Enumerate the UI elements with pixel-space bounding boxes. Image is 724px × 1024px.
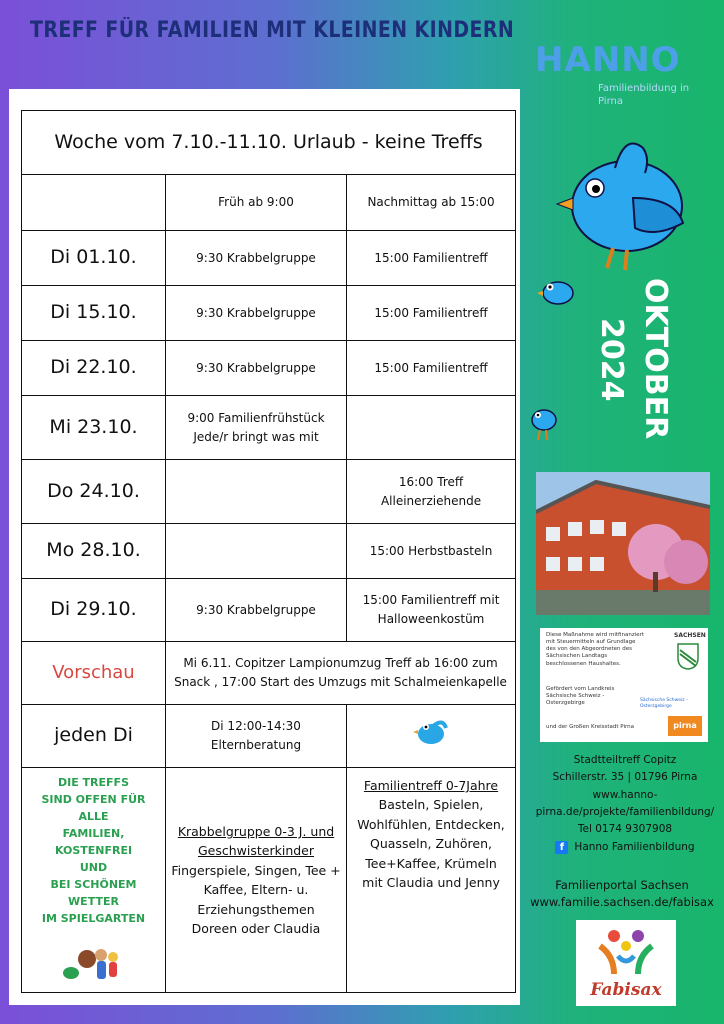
weekly-label: jeden Di bbox=[22, 705, 166, 768]
info-note-line: FAMILIEN, KOSTENFREI bbox=[54, 827, 133, 858]
address-line: Schillerstr. 35 | 01796 Pirna bbox=[552, 771, 698, 784]
morning-event-line: 9:00 Familienfrühstück bbox=[187, 410, 325, 425]
pirna-logo: pirna bbox=[668, 716, 702, 736]
hanno-logo-subtitle: Familienbildung in Pirna bbox=[598, 83, 690, 107]
funding-text: Sächsische Schweiz - bbox=[546, 693, 605, 700]
empty-header-cell bbox=[22, 175, 166, 231]
familientreff-line: Wohlfühlen, Entdecken, bbox=[357, 816, 505, 832]
month-label bbox=[583, 278, 673, 438]
afternoon-event-line: Alleinerziehende bbox=[380, 493, 482, 508]
small-bird-icon bbox=[528, 402, 560, 442]
afternoon-event: 15:00 Familientreff bbox=[347, 231, 516, 286]
preview-text bbox=[166, 642, 516, 705]
familientreff-title: Familientreff 0-7Jahre bbox=[363, 778, 499, 793]
funding-text: des von den Abgeordneten des bbox=[546, 646, 632, 653]
krabbelgruppe-line: Fingerspiele, Singen, Tee + bbox=[171, 862, 341, 878]
weekly-text-line: Elternberatung bbox=[210, 738, 302, 752]
month-name: OKTOBER bbox=[638, 278, 673, 440]
morning-event: 9:30 Krabbelgruppe bbox=[166, 341, 347, 396]
afternoon-event: 15:00 Familientreff bbox=[347, 286, 516, 341]
weekly-text bbox=[166, 705, 347, 768]
column-header-afternoon: Nachmittag ab 15:00 bbox=[347, 175, 516, 231]
address-line: www.hanno- bbox=[592, 788, 658, 801]
afternoon-event-line: Halloweenkostüm bbox=[377, 612, 485, 626]
day-cell: Mo 28.10. bbox=[22, 524, 166, 579]
krabbelgruppe-line: Doreen oder Claudia bbox=[191, 920, 321, 936]
funding-text: Gefördert vom Landkreis bbox=[546, 686, 615, 692]
schedule-table bbox=[21, 110, 516, 993]
familientreff-line: mit Claudia und Jenny bbox=[362, 874, 500, 890]
afternoon-event: 15:00 Herbstbasteln bbox=[347, 524, 516, 579]
afternoon-event bbox=[347, 579, 516, 642]
address-line: Stadtteiltreff Copitz bbox=[573, 754, 677, 766]
table-row bbox=[22, 524, 516, 579]
day-cell: Di 22.10. bbox=[22, 341, 166, 396]
funding-text: Sächsischen Landtags bbox=[546, 653, 608, 660]
familientreff-info bbox=[347, 768, 516, 993]
day-cell: Mi 23.10. bbox=[22, 396, 166, 460]
family-illustration bbox=[59, 939, 129, 987]
info-note-line: SIND OFFEN FÜR ALLE bbox=[41, 793, 146, 824]
bird-cell bbox=[347, 705, 516, 768]
preview-row bbox=[22, 642, 516, 705]
info-note bbox=[22, 768, 166, 993]
funding-text: beschlossenen Haushaltes. bbox=[546, 660, 621, 667]
small-bird-icon bbox=[536, 271, 578, 311]
info-note-line: BEI SCHÖNEM WETTER bbox=[50, 878, 137, 909]
portal-name: Familienportal Sachsen bbox=[555, 878, 689, 892]
column-header-row bbox=[22, 175, 516, 231]
month-year: 2024 bbox=[594, 318, 629, 402]
address-line: pirna.de/projekte/familienbildung/ bbox=[535, 805, 715, 818]
krabbelgruppe-info bbox=[166, 768, 347, 993]
table-row bbox=[22, 396, 516, 460]
sachsen-crest-icon bbox=[676, 642, 700, 670]
preview-label: Vorschau bbox=[22, 642, 166, 705]
big-bird-illustration bbox=[555, 128, 690, 273]
portal-url: www.familie.sachsen.de/fabisax bbox=[530, 894, 714, 909]
day-cell: Di 29.10. bbox=[22, 579, 166, 642]
funding-text: mit Steuermitteln auf Grundlage bbox=[546, 639, 636, 646]
fabisax-logo bbox=[576, 920, 676, 1006]
info-note-line: UND bbox=[79, 861, 108, 875]
day-cell: Do 24.10. bbox=[22, 460, 166, 524]
familienportal bbox=[524, 877, 720, 910]
landkreis-logo-text: Sächsische Schweiz - Osterzgebirge bbox=[640, 698, 688, 709]
facebook-row bbox=[530, 839, 720, 856]
table-row bbox=[22, 579, 516, 642]
familientreff-line: Quasseln, Zuhören, bbox=[370, 836, 493, 852]
preview-text-line: Snack , 17:00 Start des Umzugs mit Schalmeienkapelle bbox=[174, 675, 507, 689]
schedule-title-row bbox=[22, 111, 516, 175]
krabbelgruppe-title: Krabbelgruppe 0-3 J. und bbox=[177, 824, 335, 840]
preview-text-line: Mi 6.11. Copitzer Lampionumzug Treff ab 16:00 zum bbox=[183, 656, 498, 671]
morning-event bbox=[166, 396, 347, 460]
morning-event-empty bbox=[166, 524, 347, 579]
hanno-logo: HANNO bbox=[535, 40, 681, 80]
krabbelgruppe-title: Geschwisterkinder bbox=[197, 843, 315, 859]
page-title: TREFF FÜR FAMILIEN MIT KLEINEN KINDERN bbox=[30, 18, 515, 43]
info-row bbox=[22, 768, 516, 993]
facebook-name: Hanno Familienbildung bbox=[574, 840, 695, 853]
familientreff-line: Basteln, Spielen, bbox=[378, 797, 484, 813]
contact-address bbox=[530, 752, 720, 856]
afternoon-event: 15:00 Familientreff bbox=[347, 341, 516, 396]
sachsen-label: SACHSEN bbox=[674, 632, 706, 639]
day-cell: Di 15.10. bbox=[22, 286, 166, 341]
krabbelgruppe-line: Kaffee, Eltern- u. bbox=[203, 882, 309, 898]
fabisax-figures-icon bbox=[596, 926, 656, 976]
krabbelgruppe-line: Erziehungsthemen bbox=[197, 901, 315, 917]
facebook-icon: f bbox=[555, 841, 568, 854]
morning-event: 9:30 Krabbelgruppe bbox=[166, 579, 347, 642]
morning-event-empty bbox=[166, 460, 347, 524]
schedule-title: Woche vom 7.10.-11.10. Urlaub - keine Treffs bbox=[22, 111, 516, 175]
table-row bbox=[22, 341, 516, 396]
afternoon-event bbox=[347, 460, 516, 524]
bird-icon bbox=[413, 714, 449, 750]
familientreff-line: Tee+Kaffee, Krümeln bbox=[365, 855, 497, 871]
table-row bbox=[22, 460, 516, 524]
morning-event: 9:30 Krabbelgruppe bbox=[166, 286, 347, 341]
morning-event: 9:30 Krabbelgruppe bbox=[166, 231, 347, 286]
funding-text: und der Großen Kreisstadt Pirna bbox=[546, 724, 635, 730]
funding-text: Diese Maßnahme wird mitfinanziert bbox=[546, 632, 645, 638]
building-photo bbox=[536, 472, 710, 615]
funding-text: Osterzgebirge bbox=[546, 700, 585, 707]
weekly-row bbox=[22, 705, 516, 768]
address-line: Tel 0174 9307908 bbox=[577, 823, 673, 836]
info-note-line: IM SPIELGARTEN bbox=[41, 912, 146, 926]
table-row bbox=[22, 231, 516, 286]
info-note-line: DIE TREFFS bbox=[57, 776, 129, 789]
afternoon-event-line: 16:00 Treff bbox=[398, 474, 464, 489]
afternoon-event-line: 15:00 Familientreff mit bbox=[362, 593, 500, 608]
day-cell: Di 01.10. bbox=[22, 231, 166, 286]
morning-event-line: Jede/r bringt was mit bbox=[193, 429, 319, 444]
fabisax-logo-text: Fabisax bbox=[590, 980, 662, 1000]
column-header-morning: Früh ab 9:00 bbox=[166, 175, 347, 231]
weekly-text-line: Di 12:00-14:30 bbox=[211, 719, 301, 734]
funding-box bbox=[540, 628, 708, 742]
table-row bbox=[22, 286, 516, 341]
afternoon-event-empty bbox=[347, 396, 516, 460]
